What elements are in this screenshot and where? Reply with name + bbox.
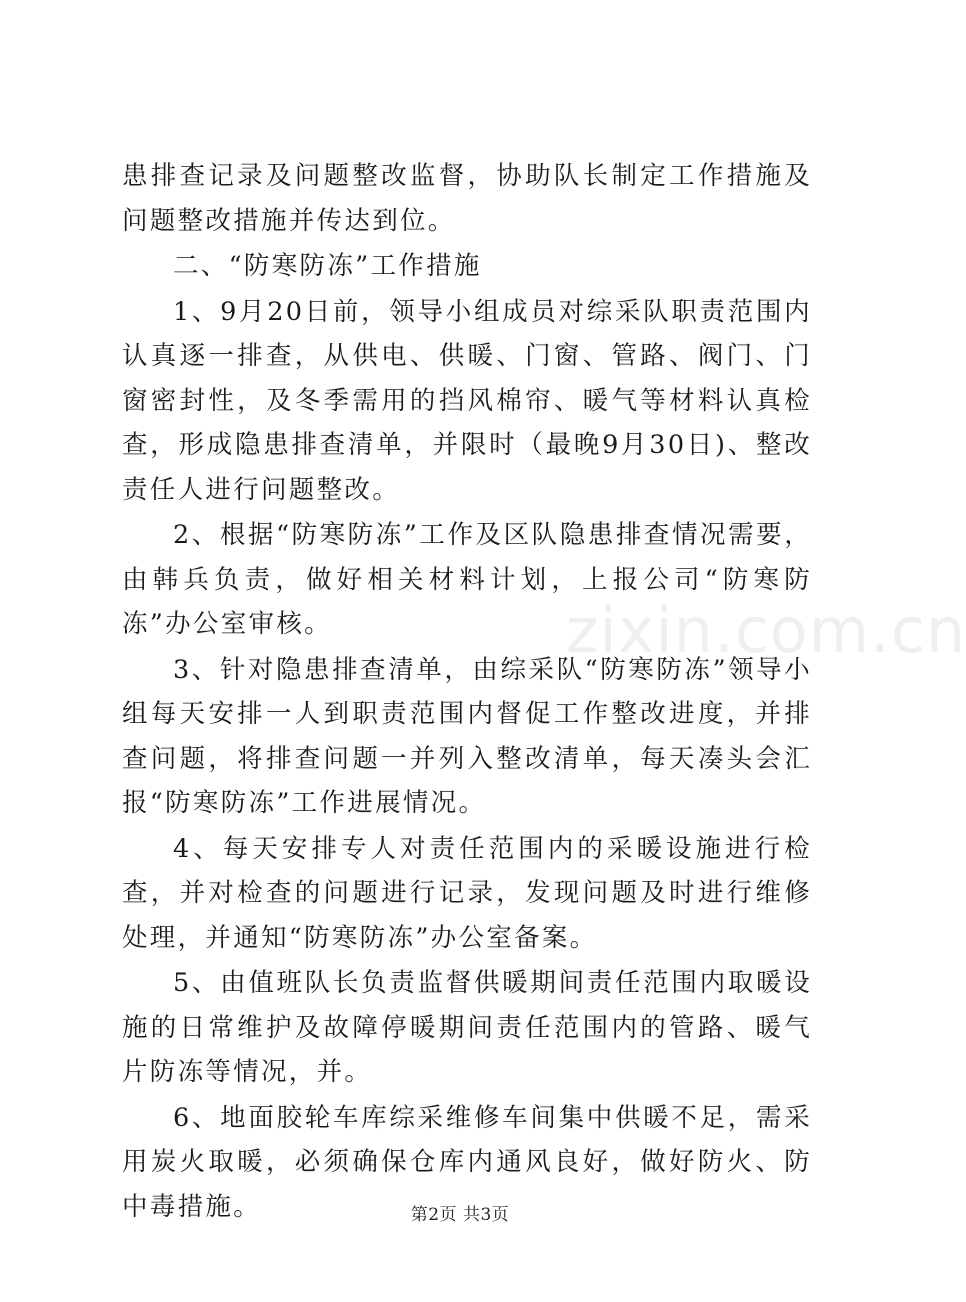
measure-item-6: 6、地面胶轮车库综采维修车间集中供暖不足，需采用炭火取暖，必须确保仓库内通风良好，做好防火、防中毒措施。 xyxy=(122,1102,812,1222)
paragraph-continuation: 患排查记录及问题整改监督，协助队长制定工作措施及问题整改措施并传达到位。 xyxy=(122,161,812,236)
page-number-footer: 第2页 共3页 xyxy=(410,1205,510,1225)
measure-item-3: 3、针对隐患排查清单，由综采队“防寒防冻”领导小组每天安排一人到职责范围内督促工作整改进度，并排查问题，将排查问题一并列入整改清单，每天凑头会汇报“防寒防冻”工作进展情况。 xyxy=(122,654,812,818)
section-heading: 二、“防寒防冻”工作措施 xyxy=(173,251,482,281)
measure-item-5: 5、由值班队长负责监督供暖期间责任范围内取暖设施的日常维护及故障停暖期间责任范围内的管路、暖气片防冻等情况，并。 xyxy=(122,968,812,1087)
measure-item-4: 4、每天安排专人对责任范围内的采暖设施进行检查，并对检查的问题进行记录，发现问题及时进行维修处理，并通知“防寒防冻”办公室备案。 xyxy=(122,833,812,953)
measure-item-2: 2、根据“防寒防冻”工作及区队隐患排查情况需要，由韩兵负责，做好相关材料计划，上报公司“防寒防冻”办公室审核。 xyxy=(122,520,812,639)
measure-item-1: 1、9月20日前，领导小组成员对综采队职责范围内认真逐一排查，从供电、供暖、门窗、管路、阀门、门窗密封性，及冬季需用的挡风棉帘、暖气等材料认真检查，形成隐患排查清单，并限时（最晚9月30日)、整改责任人进行问题整改。 xyxy=(122,296,812,505)
document-body xyxy=(122,154,812,1229)
watermark: zixin.com.cn xyxy=(566,594,966,667)
